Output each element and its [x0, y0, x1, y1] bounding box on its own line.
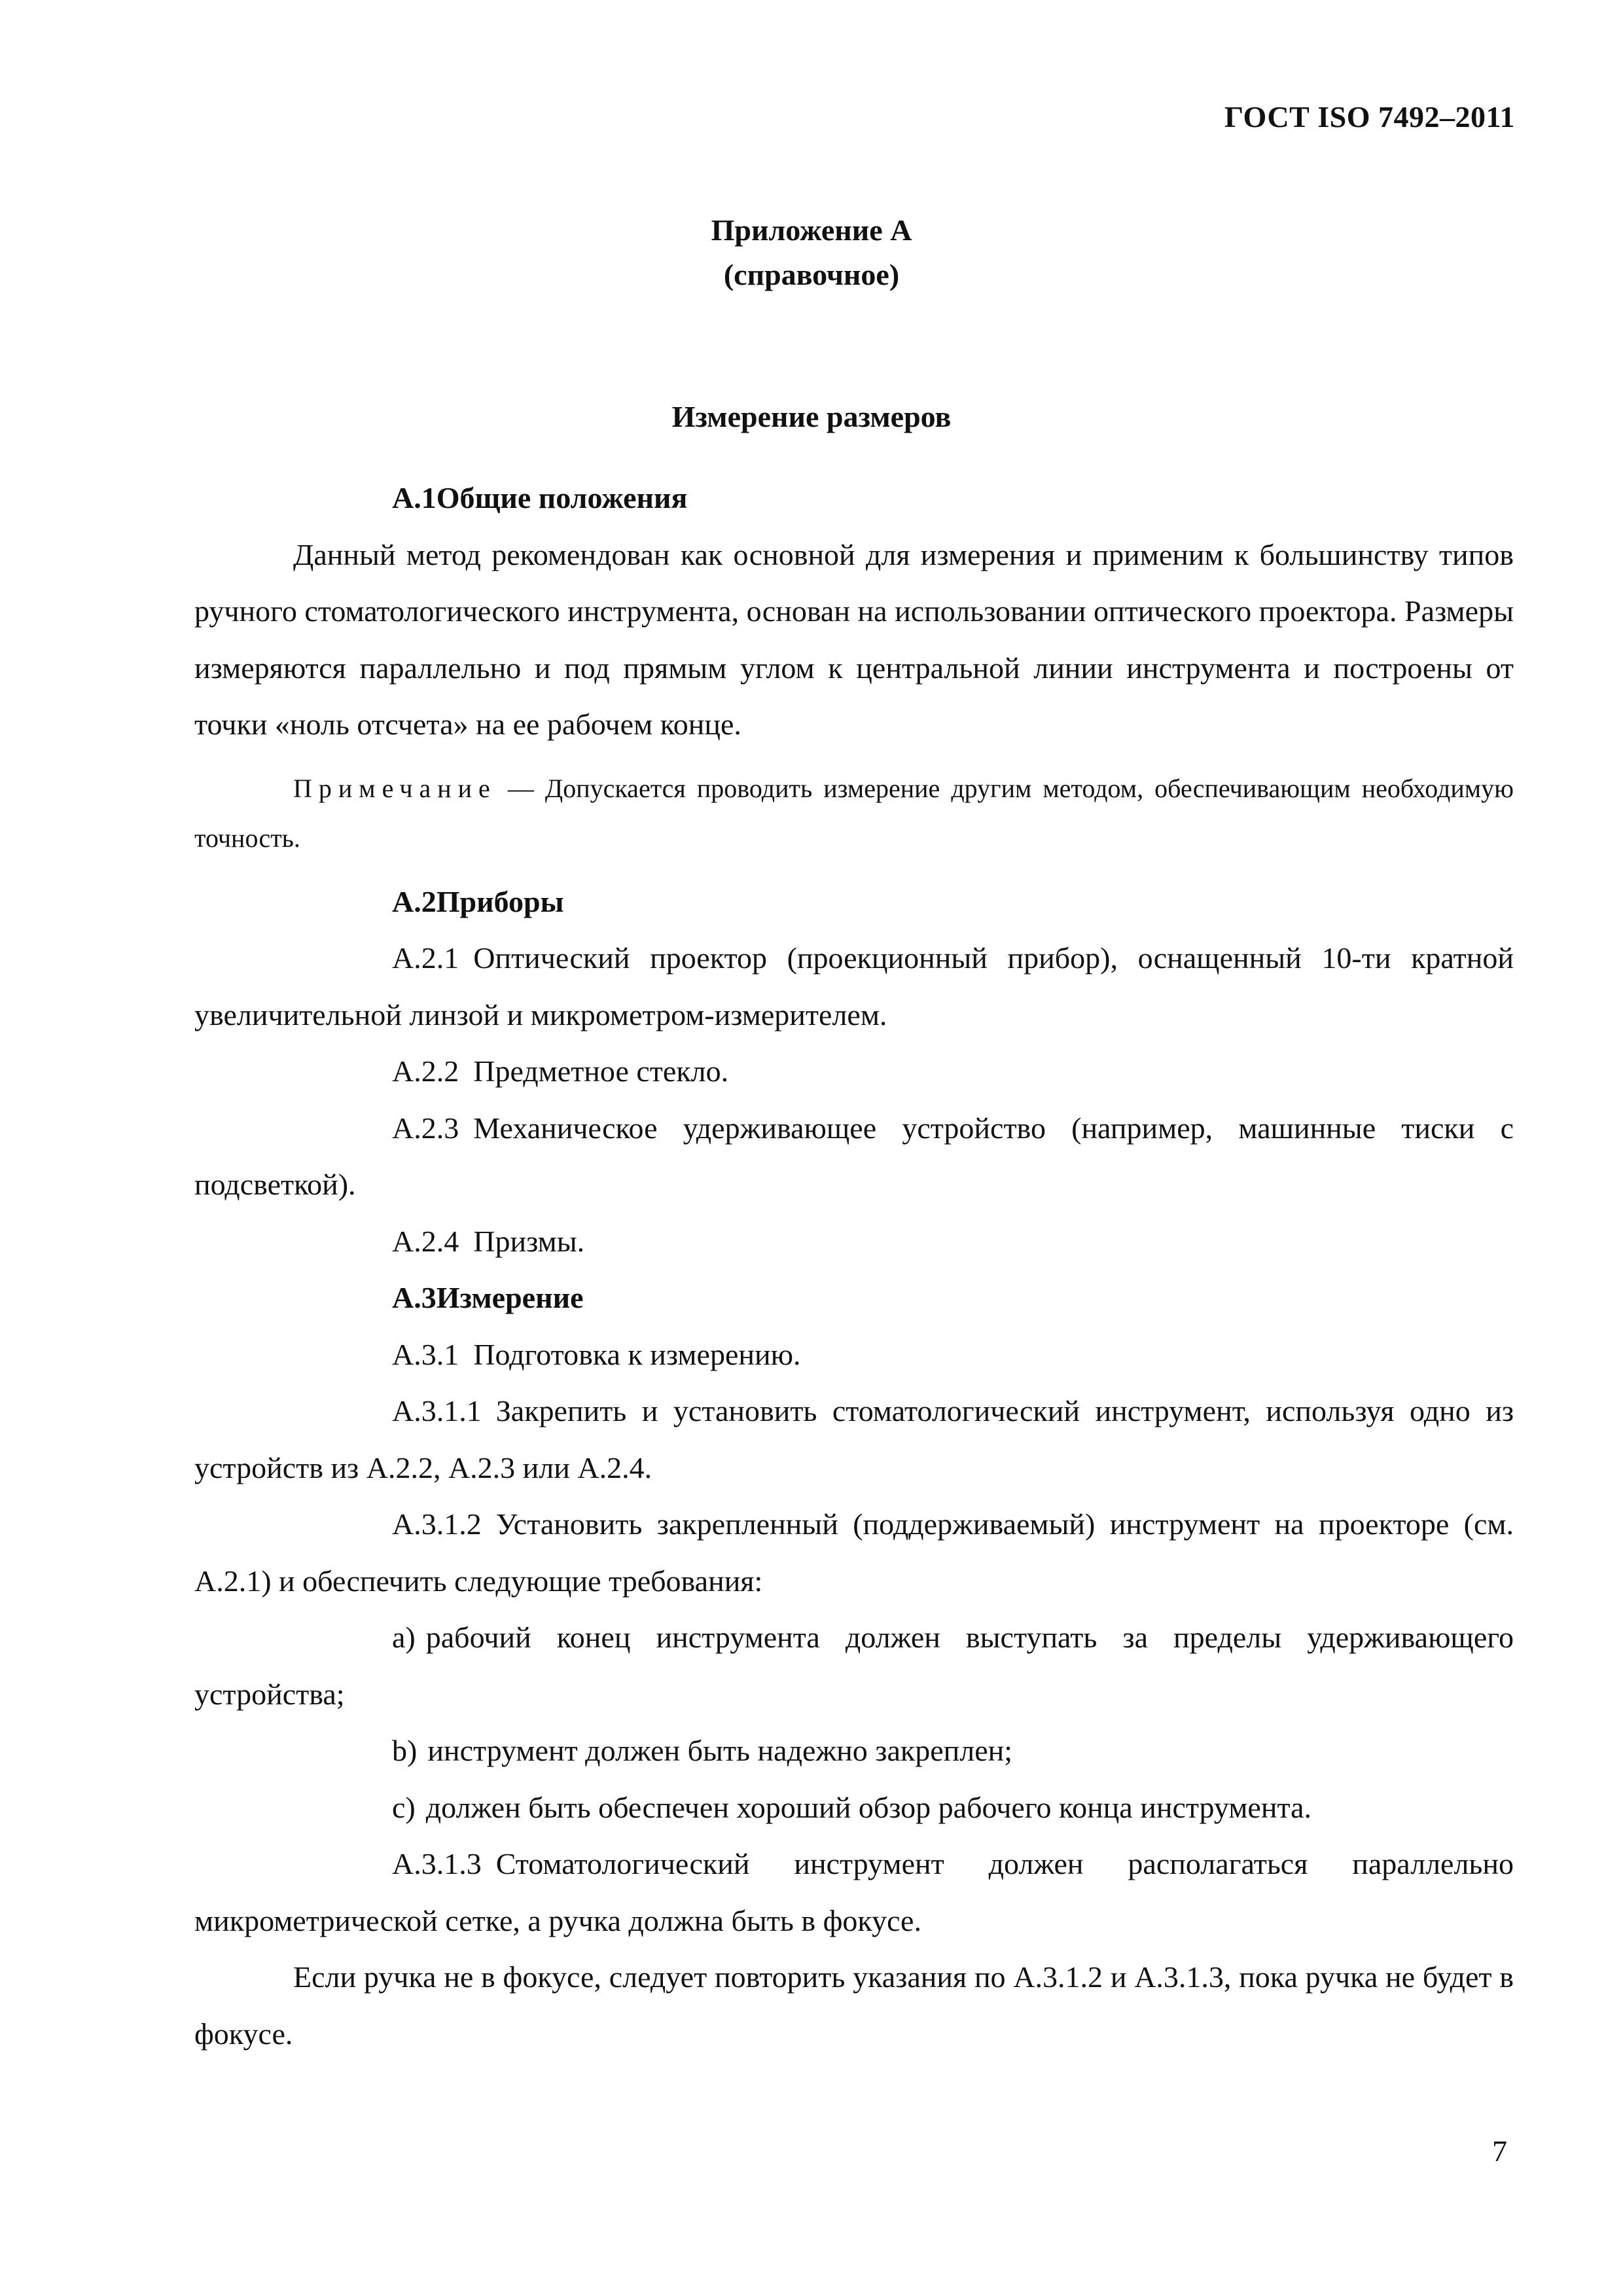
clause — [194, 1100, 1514, 1213]
clause-text: Предметное стекло. — [473, 1054, 729, 1088]
page-number: 7 — [1492, 2134, 1507, 2168]
clause-number: А.3.1 — [392, 1337, 459, 1371]
clause-text: Закрепить и установить стоматологический инструмент, используя одно из устройств из А.2.2, А.2.3 или А.2.4. — [194, 1394, 1514, 1484]
section-title: Измерение размеров — [671, 400, 952, 433]
subsection-title: Приборы — [436, 884, 564, 918]
annex-status: (справочное) — [723, 258, 900, 291]
document-body — [194, 470, 1514, 2062]
subsection-number: А.3 — [392, 1281, 437, 1314]
clause — [194, 1383, 1514, 1496]
subsection-number: А.1 — [392, 481, 437, 514]
clause — [194, 1836, 1514, 1949]
clause — [194, 1043, 1514, 1100]
note — [194, 764, 1514, 863]
list-marker: b) — [392, 1734, 418, 1767]
list-item-text: рабочий конец инструмента должен выступать за пределы удерживающего устройства; — [194, 1621, 1514, 1711]
list-marker: с) — [392, 1790, 416, 1824]
clause-number: А.3.1.1 — [392, 1394, 482, 1427]
list-item-text: инструмент должен быть надежно закреплен; — [427, 1734, 1013, 1767]
clause-number: А.2.1 — [392, 941, 459, 975]
subsection-heading-a2 — [194, 874, 1514, 931]
clause — [194, 1496, 1514, 1609]
note-text: — Допускается проводить измерение другим методом, обеспечивающим необходимую точность. — [194, 773, 1514, 853]
subsection-title: Измерение — [436, 1281, 584, 1314]
annex-heading — [0, 208, 1623, 297]
clause-number: А.2.4 — [392, 1224, 459, 1258]
list-item — [194, 1723, 1514, 1780]
document-code: ГОСТ ISO 7492–2011 — [1224, 100, 1515, 134]
clause-text: Механическое удерживающее устройство (например, машинные тиски с подсветкой). — [194, 1111, 1514, 1201]
clause-text: Стоматологический инструмент должен располагаться параллельно микрометрической сетке, а ручка должна быть в фокусе. — [194, 1847, 1514, 1937]
subsection-title: Общие положения — [436, 481, 688, 514]
clause — [194, 930, 1514, 1043]
note-label: Примечание — [293, 773, 497, 803]
clause-text: Установить закрепленный (поддерживаемый) инструмент на проекторе (см. А.2.1) и обеспечить следующие требования: — [194, 1507, 1514, 1598]
list-item — [194, 1609, 1514, 1723]
clause — [194, 1327, 1514, 1384]
list-item — [194, 1780, 1514, 1837]
paragraph: Данный метод рекомендован как основной для измерения и применим к большинству типов ручного стоматологического инструмента, основан на использовании оптического проектора. Размеры измеряются параллельно и под прямым углом к центральной линии инструмента и построены от точки «ноль отсчета» на ее рабочем конце. — [194, 537, 1514, 741]
list-item-text: должен быть обеспечен хороший обзор рабочего конца инструмента. — [425, 1790, 1312, 1824]
clause — [194, 1213, 1514, 1270]
clause-text: Подготовка к измерению. — [473, 1337, 801, 1371]
clause-text: Призмы. — [473, 1224, 585, 1258]
subsection-heading-a1 — [194, 470, 1514, 527]
clause-number: А.3.1.2 — [392, 1507, 482, 1541]
subsection-number: А.2 — [392, 884, 437, 918]
subsection-heading-a3 — [194, 1270, 1514, 1327]
clause-number: А.2.3 — [392, 1111, 459, 1145]
clause-text: Оптический проектор (проекционный прибор), оснащенный 10-ти кратной увеличительной линзой и микрометром-измерителем. — [194, 941, 1514, 1031]
clause-number: А.2.2 — [392, 1054, 459, 1088]
list-marker: а) — [392, 1621, 416, 1654]
paragraph: Если ручка не в фокусе, следует повторить указания по А.3.1.2 и А.3.1.3, пока ручка не будет в фокусе. — [194, 1960, 1514, 2051]
annex-title: Приложение А — [711, 213, 912, 247]
clause-number: А.3.1.3 — [392, 1847, 482, 1880]
